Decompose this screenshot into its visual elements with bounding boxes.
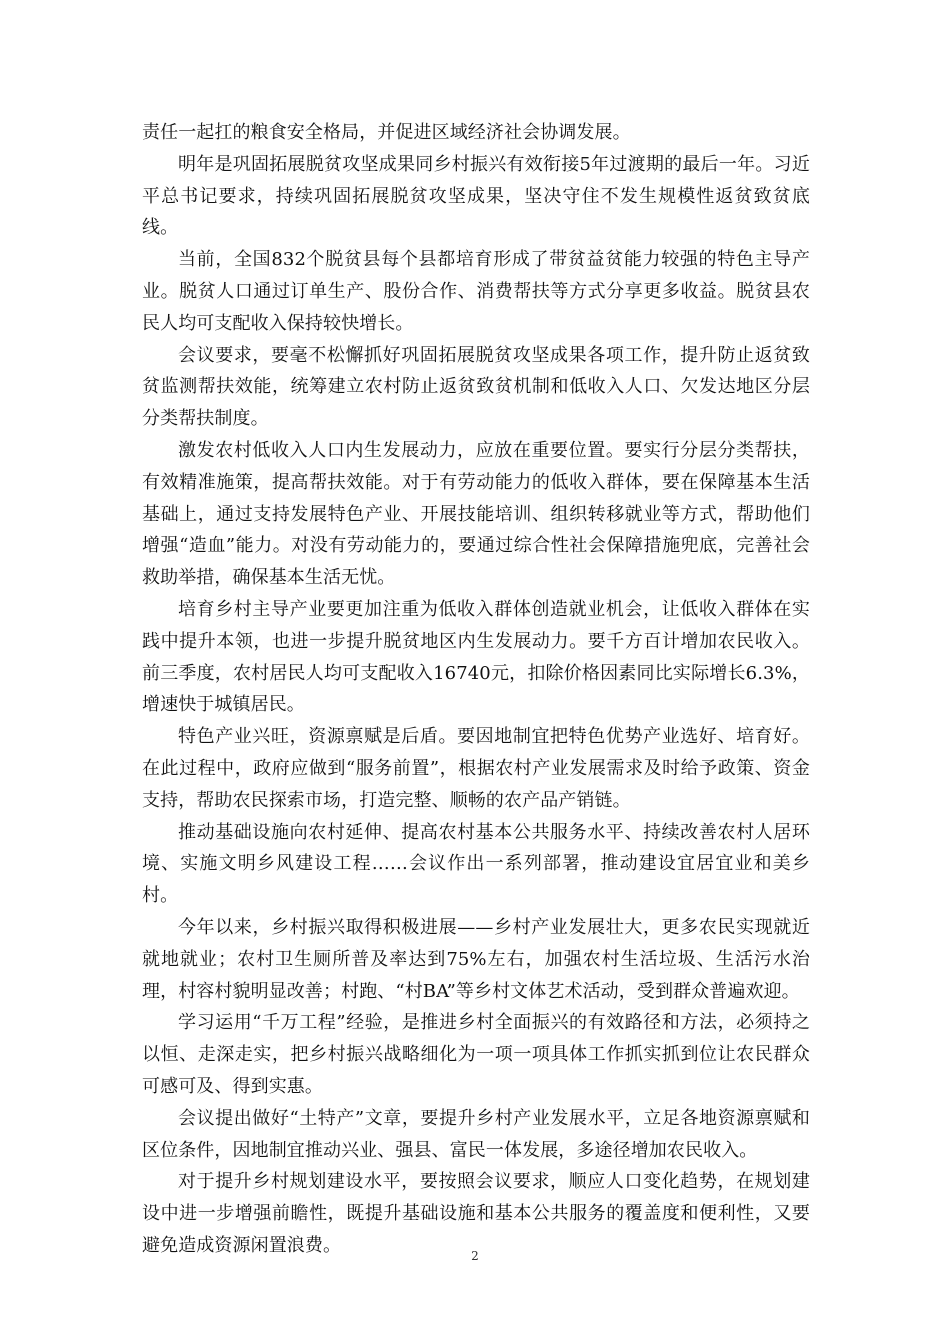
- paragraph-12: 对于提升乡村规划建设水平，要按照会议要求，顺应人口变化趋势，在规划建设中进一步增强前瞻性，既提升基础设施和基本公共服务的覆盖度和便利性，又要避免造成资源闲置浪费。: [142, 1171, 810, 1256]
- paragraph-9: 今年以来，乡村振兴取得积极进展——乡村产业发展壮大，更多农民实现就近就地就业；农村卫生厕所普及率达到75%左右，加强农村生活垃圾、生活污水治理，村容村貌明显改善；村跑、“村BA”等乡村文体艺术活动，受到群众普遍欢迎。: [142, 916, 810, 1002]
- paragraph-4: 会议要求，要毫不松懈抓好巩固拓展脱贫攻坚成果各项工作，提升防止返贫致贫监测帮扶效能，统筹建立农村防止返贫致贫机制和低收入人口、欠发达地区分层分类帮扶制度。: [142, 344, 810, 430]
- paragraph-1: 责任一起扛的粮食安全格局，并促进区域经济社会协调发展。: [142, 122, 631, 143]
- paragraph-7: 特色产业兴旺，资源禀赋是后盾。要因地制宜把特色优势产业选好、培育好。在此过程中，政府应做到“服务前置”，根据农村产业发展需求及时给予政策、资金支持，帮助农民探索市场，打造完整、顺畅的农产品产销链。: [142, 726, 810, 811]
- paragraph-2: 明年是巩固拓展脱贫攻坚成果同乡村振兴有效衔接5年过渡期的最后一年。习近平总书记要求，持续巩固拓展脱贫攻坚成果，坚决守住不发生规模性返贫致贫底线。: [142, 153, 810, 239]
- paragraph-6: 培育乡村主导产业要更加注重为低收入群体创造就业机会，让低收入群体在实践中提升本领，也进一步提升脱贫地区内生发展动力。要千方百计增加农民收入。前三季度，农村居民人均可支配收入16740元，扣除价格因素同比实际增长6.3%，增速快于城镇居民。: [142, 598, 810, 716]
- paragraph-3: 当前，全国832个脱贫县每个县都培育形成了带贫益贫能力较强的特色主导产业。脱贫人口通过订单生产、股份合作、消费帮扶等方式分享更多收益。脱贫县农民人均可支配收入保持较快增长。: [142, 249, 810, 334]
- page-number: 2: [471, 1249, 479, 1263]
- paragraph-10: 学习运用“千万工程”经验，是推进乡村全面振兴的有效路径和方法，必须持之以恒、走深走实，把乡村振兴战略细化为一项一项具体工作抓实抓到位让农民群众可感可及、得到实惠。: [142, 1012, 810, 1097]
- paragraph-8: 推动基础设施向农村延伸、提高农村基本公共服务水平、持续改善农村人居环境、实施文明乡风建设工程……会议作出一系列部署，推动建设宜居宜业和美乡村。: [142, 821, 810, 907]
- paragraph-5: 激发农村低收入人口内生发展动力，应放在重要位置。要实行分层分类帮扶，有效精准施策，提高帮扶效能。对于有劳动能力的低收入群体，要在保障基本生活基础上，通过支持发展特色产业、开展技能培训、组织转移就业等方式，帮助他们增强“造血”能力。对没有劳动能力的，要通过综合性社会保障措施兜底，完善社会救助举措，确保基本生活无忧。: [142, 439, 810, 589]
- document-body: [142, 117, 810, 1262]
- paragraph-11: 会议提出做好“土特产”文章，要提升乡村产业发展水平，立足各地资源禀赋和区位条件，因地制宜推动兴业、强县、富民一体发展，多途径增加农民收入。: [142, 1107, 810, 1161]
